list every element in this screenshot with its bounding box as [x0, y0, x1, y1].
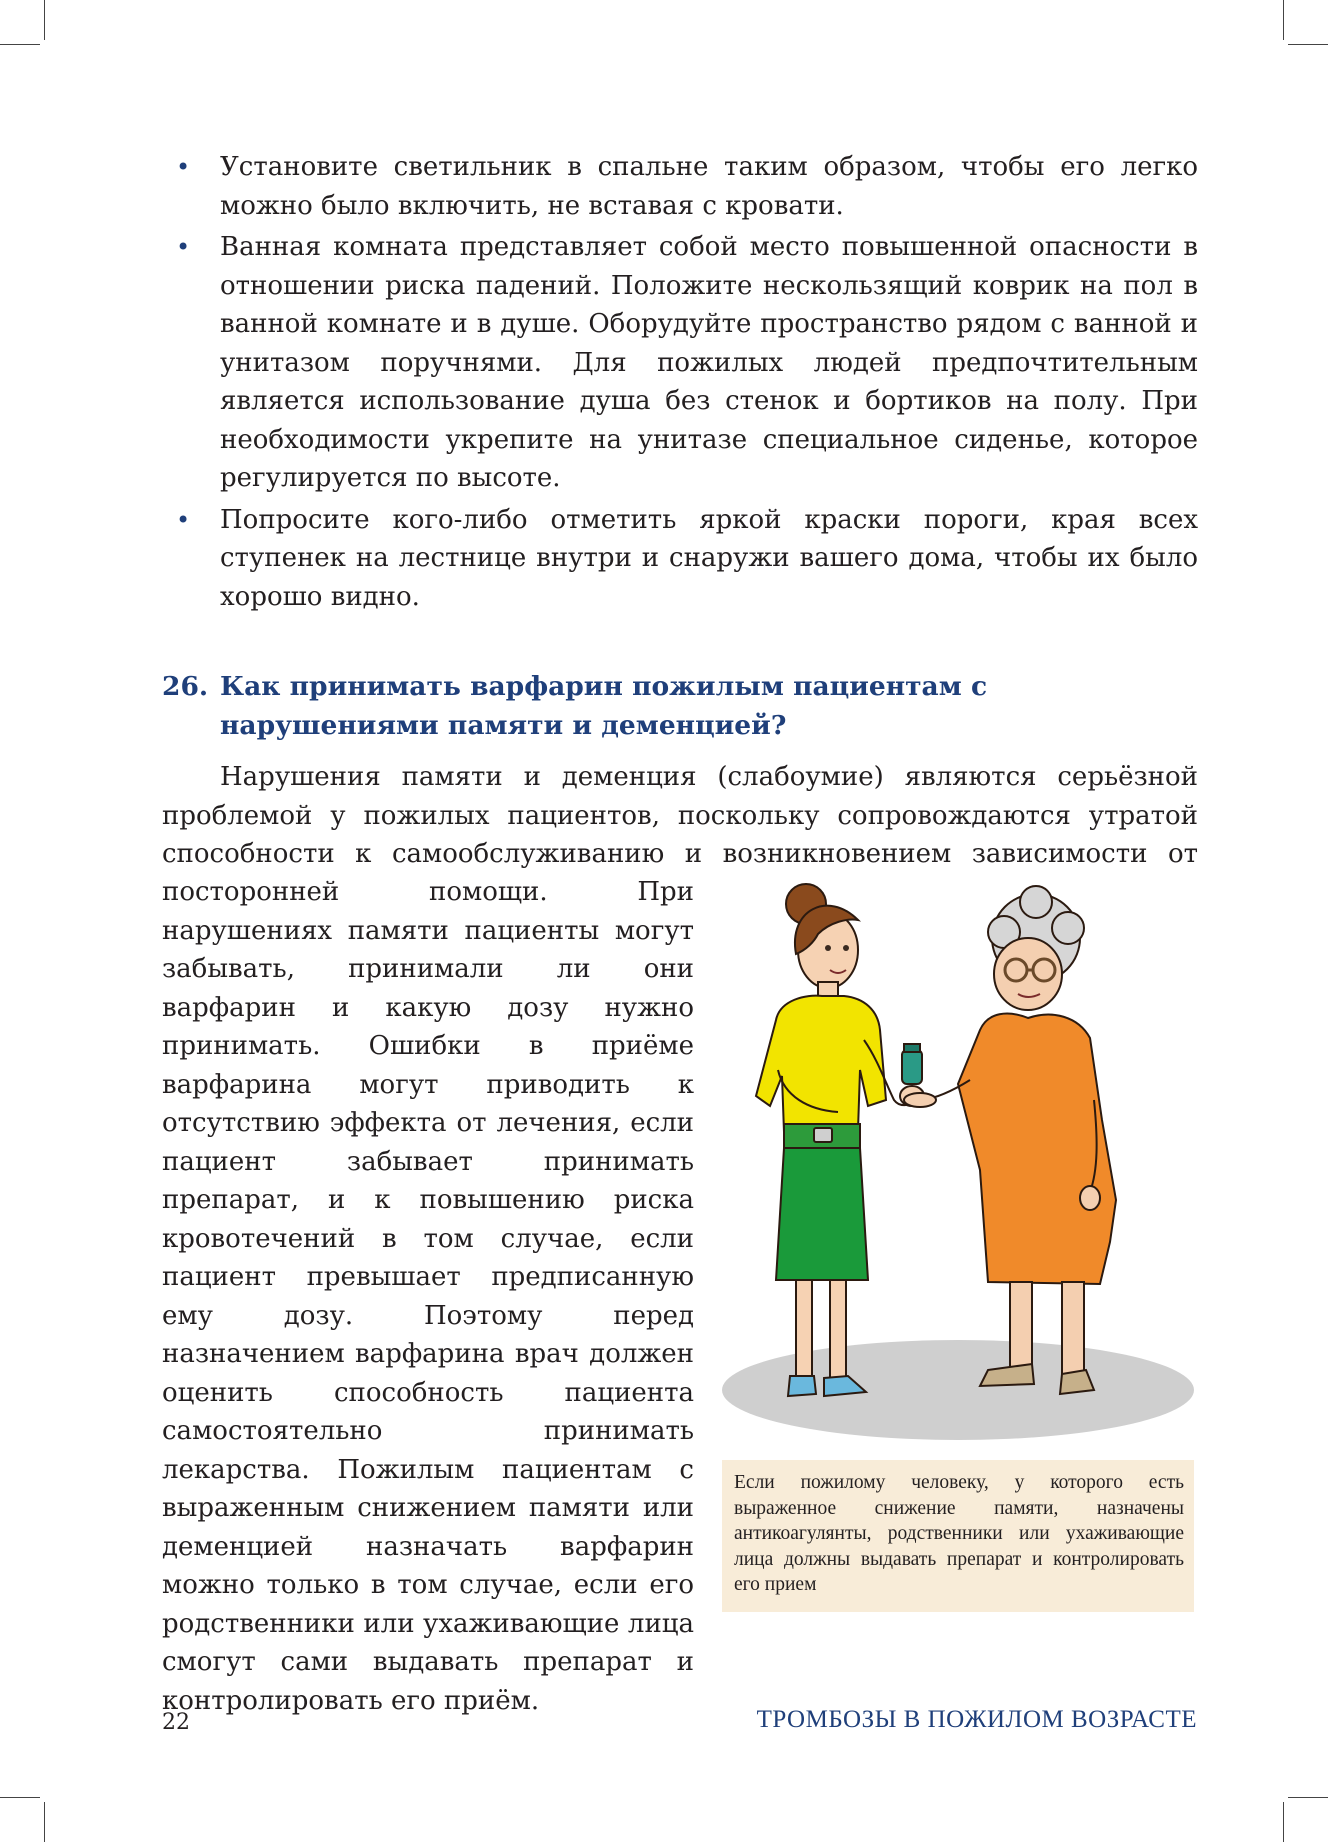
body-intro-paragraph: Нарушения памяти и деменция (слабоумие) являются серьёзной проблемой у пожилых пациентов, поскольку сопровождаются утратой способности к самообслуживанию и возникновением зависимости от: [162, 762, 1198, 869]
bullet-text: Ванная комната представляет собой место повышенной опасности в отношении риска падений. Положите нескользящий коврик на пол в ванной комнате и в душе. Оборудуйте пространство рядом с ванной и унитазом поручнями. Для пожилых людей предпочтительным является использование душа без стенок и бортиков на полу. При необходимости укрепите на унитазе специальное сиденье, которое регулируется по высоте.: [220, 232, 1198, 493]
elderly-woman-figure: [904, 886, 1116, 1394]
illustration-caption: Если пожилому человеку, у которого есть выраженное снижение памяти, назначены антикоагулянты, родственники или ухаживающие лица должны выдавать препарат и контролировать его прием: [722, 1460, 1194, 1612]
bullet-dot-icon: •: [176, 233, 191, 261]
crop-mark: [0, 44, 40, 45]
crop-mark: [44, 1802, 45, 1842]
bullet-item: [162, 501, 1198, 617]
bullet-item: [162, 228, 1198, 498]
section-number: 26.: [162, 671, 209, 702]
bullet-item: [162, 148, 1198, 225]
bullet-text: Попросите кого-либо отметить яркой краски пороги, края всех ступенек на лестнице внутри и снаружи вашего дома, чтобы их было хорошо видно.: [220, 504, 1198, 612]
bullet-text: Установите светильник в спальне таким образом, чтобы его легко можно было включить, не вставая с кровати.: [220, 152, 1198, 221]
page-number: 22: [162, 1710, 190, 1735]
bullet-dot-icon: •: [176, 505, 191, 534]
crop-mark: [1283, 0, 1284, 40]
body-wrapped-paragraph: посторонней помощи. При нарушениях памяти пациенты могут забывать, принимали ли они варфарин и какую дозу нужно принимать. Ошибки в приёме варфарина могут приводить к отсутствию эффекта от лечения, если пациент забывает принимать препарат, и к повышению риска кровотечений в том случае, если пациент превышает предписанную ему дозу. Поэтому перед назначением варфарина врач должен оценить способность пациента самостоятельно принимать лекарства. Пожилым пациентам с выраженным снижением памяти или деменцией назначать варфарин можно только в том случае, если его родственники или ухаживающие лица смогут сами выдавать препарат и контролировать его приём.: [162, 877, 694, 1716]
bullet-dot-icon: •: [176, 153, 191, 181]
running-title: ТРОМБОЗЫ В ПОЖИЛОМ ВОЗРАСТЕ: [756, 1706, 1197, 1733]
crop-mark: [0, 1797, 40, 1798]
crop-mark: [1283, 1802, 1284, 1842]
bullet-list: [162, 148, 1198, 619]
crop-mark: [1288, 1797, 1328, 1798]
section-heading: [162, 668, 1202, 745]
section-title: Как принимать варфарин пожилым пациентам с нарушениями памяти и деменцией?: [220, 671, 988, 741]
crop-mark: [44, 0, 45, 40]
caregiver-figure: [756, 884, 924, 1396]
illustration-caregiver-giving-pill: [718, 870, 1202, 1448]
crop-mark: [1288, 44, 1328, 45]
